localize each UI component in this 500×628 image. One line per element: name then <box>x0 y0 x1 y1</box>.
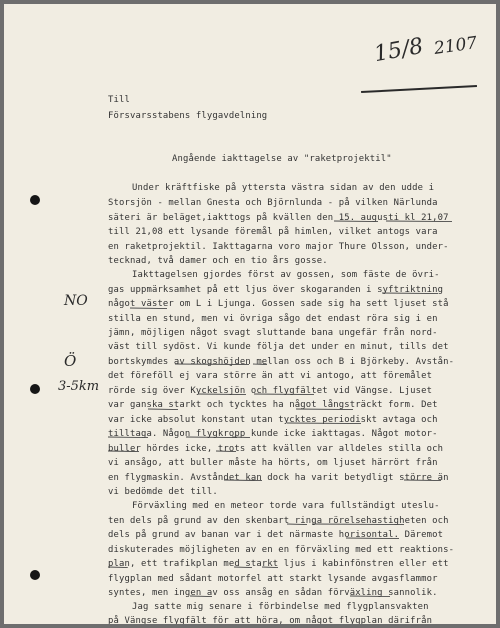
margin-note-distance: 3-5km <box>58 379 100 394</box>
handwritten-reference: 2107 <box>432 33 479 59</box>
handwritten-date: 15/8 <box>372 33 426 68</box>
body-line: var icke absolut konstant utan tycktes periodiskt avtaga och <box>108 415 438 425</box>
body-line: Under kräftfiske på yttersta västra sidan av den udde i <box>132 183 435 193</box>
body-line: jämn, möjligen något svagt sluttande bana ungefär från nord- <box>108 328 438 338</box>
body-line: stilla en stund, men vi övriga sågo det endast röra sig i en <box>108 314 438 324</box>
body-line: bortskymdes av skogshöjden mellan oss och B i Björkeby. Avstån- <box>108 357 455 367</box>
address-line: Försvarsstabens flygavdelning <box>108 111 268 121</box>
body-line: tilltaga. Någon flygkropp kunde icke iakttagas. Något motor- <box>108 429 438 439</box>
body-line: dels på grund av banan var i det närmaste horisontal. Däremot <box>108 530 444 540</box>
body-line: en raketprojektil. Iakttagarna voro major Thure Olsson, under- <box>108 242 449 252</box>
punch-hole <box>30 195 40 205</box>
body-line: det föreföll ej vara större än att vi antogo, att föremålet <box>108 371 433 381</box>
document-page <box>4 4 496 624</box>
body-line: Jag satte mig senare i förbindelse med flygplansvakten <box>132 602 429 612</box>
body-line: väst till sydöst. Vi kunde följa det under en minut, tills det <box>108 342 449 352</box>
body-line: tecknad, två damer och en tio års gosse. <box>108 256 328 266</box>
body-line: en flygmaskin. Avståndet kan dock ha varit betydligt större än <box>108 473 449 483</box>
body-line: buller hördes icke, trots att kvällen var alldeles stilla och <box>108 444 444 454</box>
punch-hole <box>30 384 40 394</box>
body-line: något väster om L i Ljunga. Gossen sade sig ha sett ljuset stå <box>108 299 449 309</box>
body-line: diskuterades möjligheten av en en förväxling med ett reaktions- <box>108 545 455 555</box>
body-line: rörde sig över Kyckelsjön och flygfältet vid Vängse. Ljuset <box>108 386 433 396</box>
body-line: plan, ett trafikplan med starkt ljus i kabinfönstren eller ett <box>108 559 449 569</box>
body-line: Storsjön - mellan Gnesta och Björnlunda - på vilken Närlunda <box>108 198 438 208</box>
body-line: syntes, men ingen av oss ansåg en sådan förväxling sannolik. <box>108 588 438 598</box>
body-line: vi bedömde det till. <box>108 487 218 497</box>
body-line: vi ansågo, att buller måste ha hörts, om ljuset härrört från <box>108 458 438 468</box>
punch-hole <box>30 570 40 580</box>
margin-note-o: Ö <box>64 352 77 370</box>
margin-note-no: NO <box>64 293 88 309</box>
body-line: ten dels på grund av den skenbart ringa rörelsehastigheten och <box>108 516 449 526</box>
body-line: var ganska starkt och tycktes ha något långsträckt form. Det <box>108 400 438 410</box>
body-line: Iakttagelsen gjordes först av gossen, som fäste de övri- <box>132 270 440 280</box>
body-line: flygplan med sådant motorfel att starkt lysande avgasflammor <box>108 574 438 584</box>
body-line: gas uppmärksamhet på ett ljus över skogaranden i syftriktning <box>108 285 444 295</box>
body-line: Förväxling med en meteor torde vara fullständigt uteslu- <box>132 501 440 511</box>
body-line: säteri är beläget,iakttogs på kvällen den 15. augusti kl 21,07 <box>108 213 449 223</box>
handwritten-stroke <box>361 85 477 93</box>
address-line: Till <box>108 95 130 105</box>
subject-line: Angående iakttagelse av "raketprojektil" <box>172 154 392 164</box>
body-line: till 21,08 ett lysande föremål på himlen, vilket antogs vara <box>108 227 438 237</box>
body-line: på Vängse flygfält för att höra, om något flygplan därifrån <box>108 616 433 624</box>
